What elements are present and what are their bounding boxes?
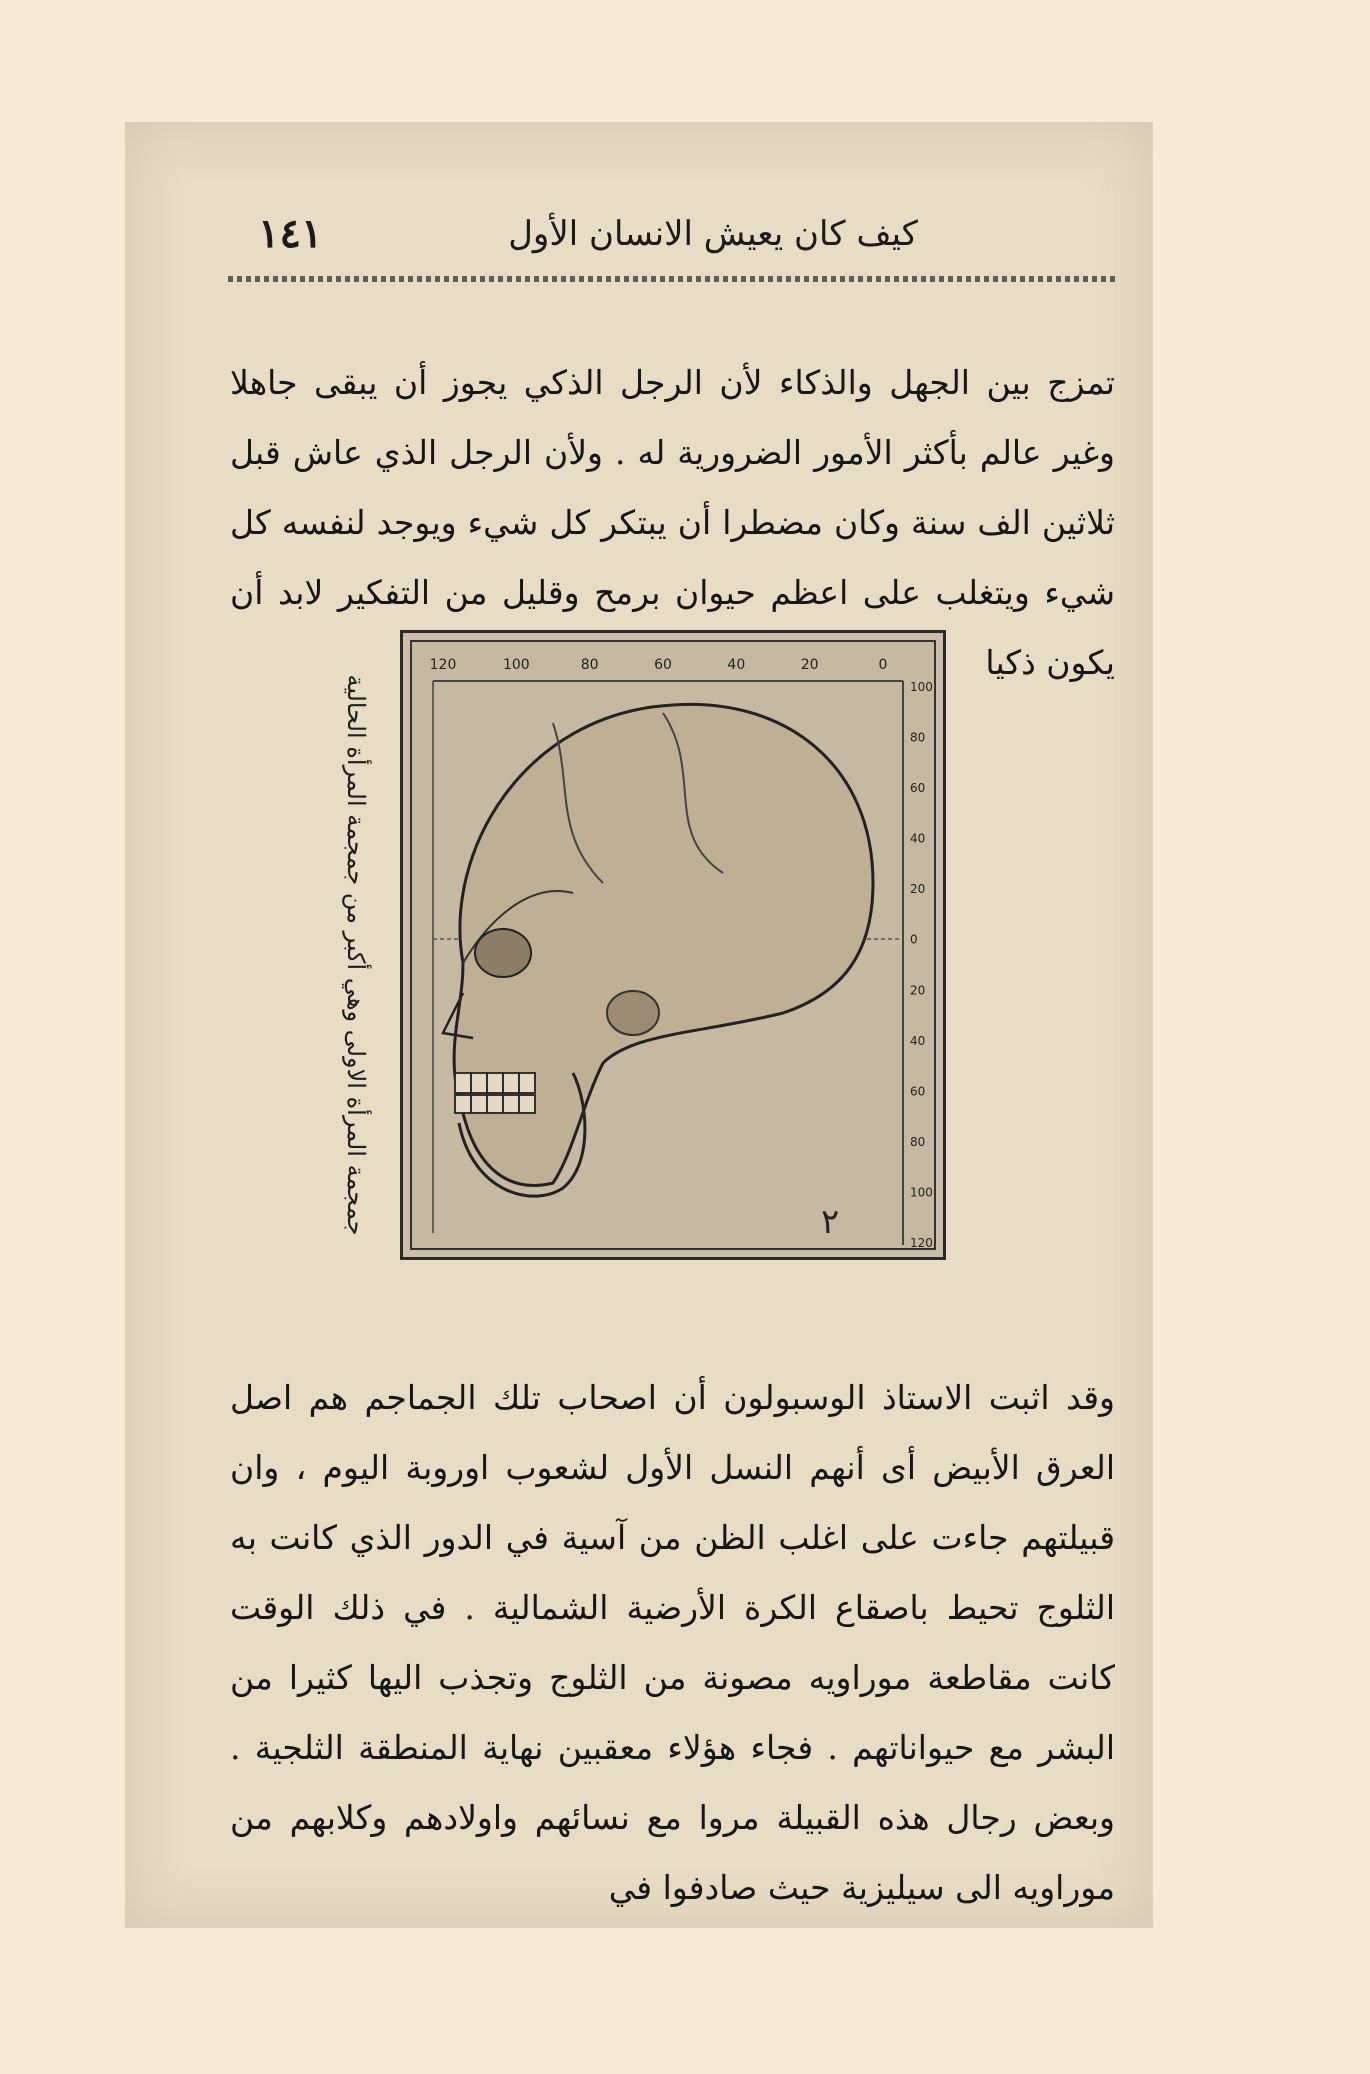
skull-figure — [400, 630, 946, 1260]
top-scale-label: 20 — [800, 657, 819, 673]
running-title: كيف كان يعيش الانسان الأول — [508, 214, 918, 254]
skull-illustration — [403, 633, 943, 1257]
figure-caption — [336, 655, 376, 1255]
right-scale-label: 100 — [910, 1185, 933, 1200]
right-scale-label: 20 — [910, 983, 926, 998]
top-scale-label: 0 — [878, 657, 888, 673]
right-scale-label: 60 — [910, 1084, 926, 1099]
teeth — [455, 1073, 535, 1113]
eye-socket — [475, 929, 531, 977]
page-number: ١٤١ — [258, 210, 323, 257]
page-header — [228, 210, 1118, 270]
ear-opening — [607, 991, 659, 1035]
right-scale-label: 60 — [910, 781, 926, 796]
figure-caption-text: جمجمة المرأة الاولى وهي أكبر من جمجمة المرأة الحالية — [342, 674, 370, 1236]
top-scale-label: 120 — [429, 657, 457, 673]
top-scale-label: 100 — [502, 657, 530, 673]
right-scale-label: 120 — [910, 1236, 933, 1250]
right-scale-label: 80 — [910, 1134, 926, 1149]
figure-number: ٢ — [821, 1202, 840, 1242]
right-scale-label: 20 — [910, 882, 926, 897]
right-scale-label: 100 — [910, 680, 933, 694]
right-scale-label: 40 — [910, 831, 926, 846]
top-scale-label: 80 — [580, 657, 599, 673]
right-scale-label: 40 — [910, 1033, 926, 1048]
top-scale-label: 40 — [727, 657, 746, 673]
right-scale-label: 0 — [910, 932, 918, 947]
paragraph-top: تمزج بين الجهل والذكاء لأن الرجل الذكي يجوز أن يبقى جاهلا وغير عالم بأكثر الأمور الضرورية له . ولأن الرجل الذي عاش قبل ثلاثين الف سنة وكان مضطرا أن يبتكر كل شيء ويوجد لنفسه كل شيء ويتغلب على اعظم حيوان برمح وقليل من التفكير لابد أن يكون ذكيا — [230, 363, 1115, 682]
header-rule — [228, 276, 1118, 282]
right-scale-label: 80 — [910, 730, 926, 745]
top-scale-label: 60 — [654, 657, 672, 673]
paragraph-bottom: وقد اثبت الاستاذ الوسبولون أن اصحاب تلك الجماجم هم اصل العرق الأبيض أى أنهم النسل الأول لشعوب اوروبة اليوم ، وان قبيلتهم جاءت على اغلب الظن من آسية في الدور الذي كانت به الثلوج تحيط باصقاع الكرة الأرضية الشمالية . في ذلك الوقت كانت مقاطعة موراويه مصونة من الثلوج وتجذب اليها كثيرا من البشر مع حيواناتهم . فجاء هؤلاء معقبين نهاية المنطقة الثلجية . وبعض رجال هذه القبيلة مروا مع نسائهم واولادهم وكلابهم من موراويه الى سيليزية حيث صادفوا في — [230, 1378, 1115, 1907]
